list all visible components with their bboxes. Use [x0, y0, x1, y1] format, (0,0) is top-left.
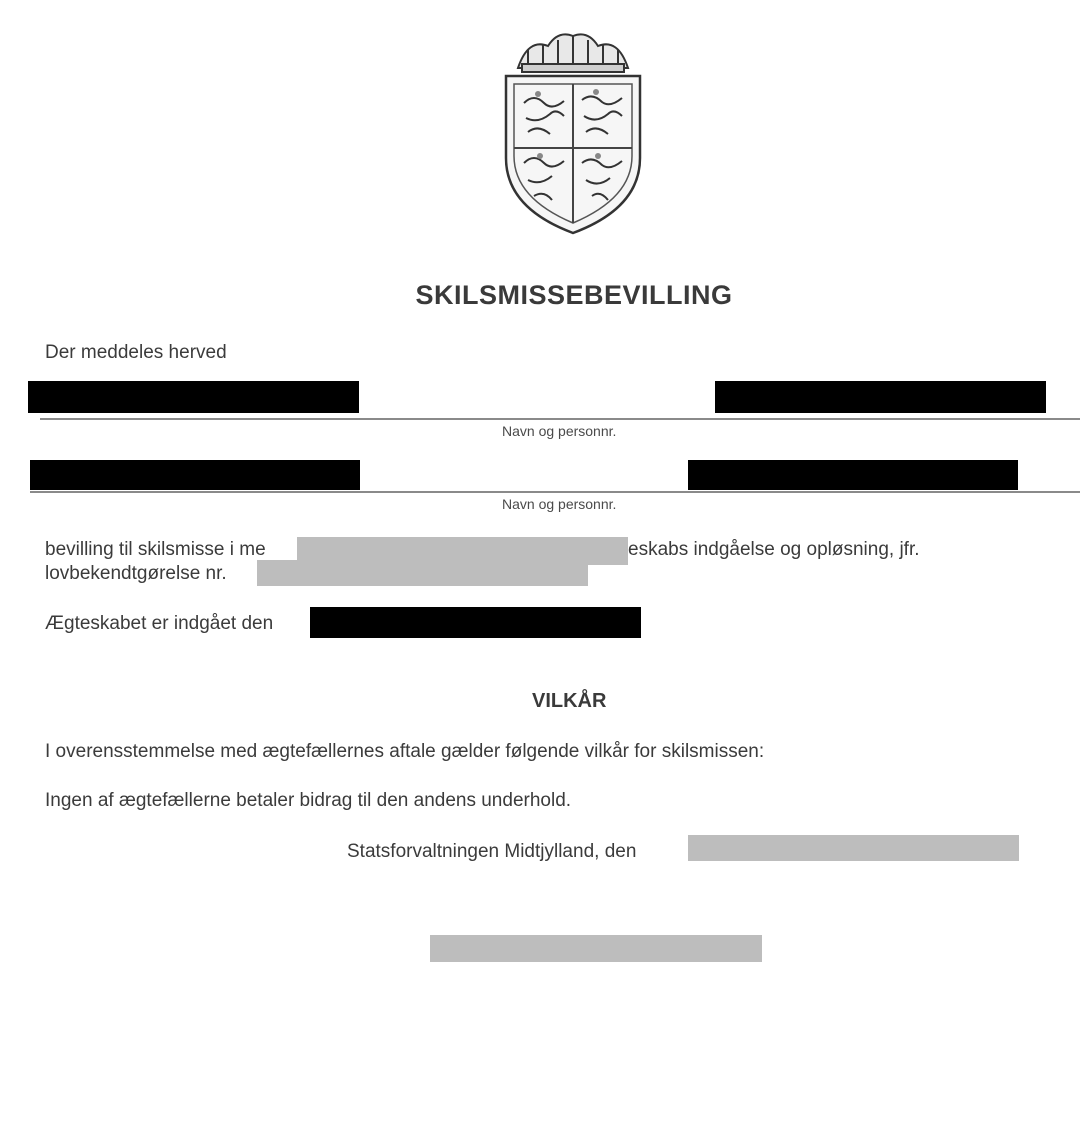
party-2-caption: Navn og personnr.	[502, 496, 617, 512]
party-1-signature-line	[40, 418, 1080, 420]
law-reference-label: lovbekendtgørelse nr.	[45, 563, 227, 584]
marriage-date-label: Ægteskabet er indgået den	[45, 613, 274, 634]
redacted-signature-name	[430, 935, 762, 962]
grant-text-end: eskabs indgåelse og opløsning, jfr.	[628, 539, 920, 560]
redacted-issue-date	[688, 835, 1019, 861]
danish-coat-of-arms-icon	[498, 28, 648, 238]
redacted-party-2-name	[30, 460, 360, 490]
redacted-party-1-name	[28, 381, 359, 413]
redacted-marriage-date	[310, 607, 641, 638]
redacted-party-1-id	[715, 381, 1046, 413]
redacted-party-2-id	[688, 460, 1018, 490]
terms-heading: VILKÅR	[532, 690, 607, 712]
terms-text: Ingen af ægtefællerne betaler bidrag til den andens underhold.	[45, 790, 572, 811]
intro-text: Der meddeles herved	[45, 342, 227, 363]
party-1-caption: Navn og personnr.	[502, 423, 617, 439]
party-2-signature-line	[30, 491, 1080, 493]
redacted-law-number	[257, 560, 588, 586]
document-title: SKILSMISSEBEVILLING	[415, 280, 733, 310]
issuer-line: Statsforvaltningen Midtjylland, den	[347, 841, 637, 862]
terms-intro: I overensstemmelse med ægtefællernes aftale gælder følgende vilkår for skilsmissen:	[45, 741, 765, 762]
grant-text-start: bevilling til skilsmisse i me	[45, 539, 266, 560]
